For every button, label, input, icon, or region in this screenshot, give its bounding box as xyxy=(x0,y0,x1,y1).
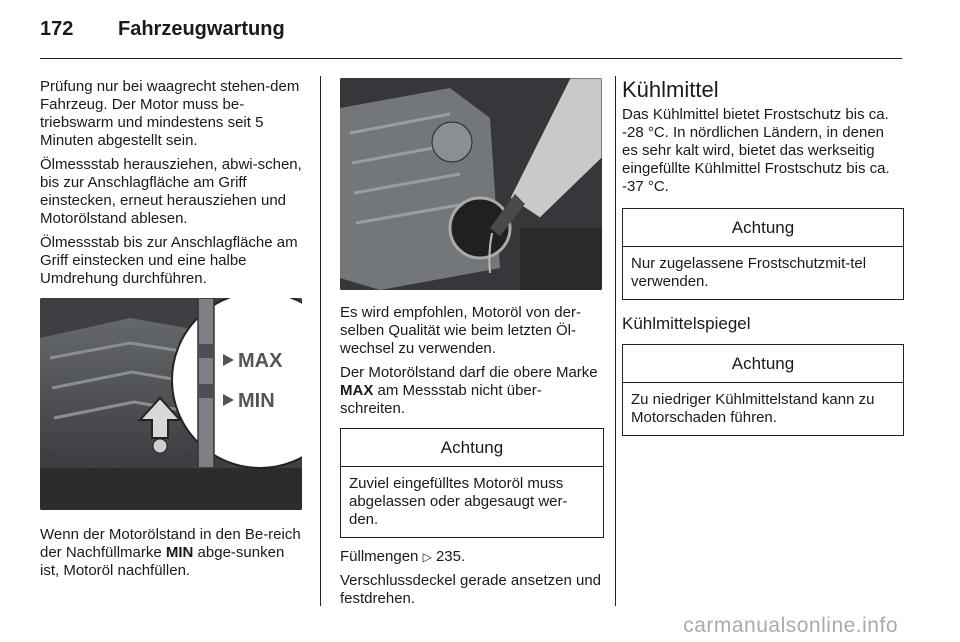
dipstick-illustration xyxy=(40,298,302,510)
capacities-page-link[interactable]: 235. xyxy=(435,548,466,565)
chapter-title: Fahrzeugwartung xyxy=(118,18,285,40)
caution-box-coolant-level xyxy=(622,344,904,436)
paragraph-refill: Wenn der Motorölstand in den Be-reich der Nachfüllmarke MIN abge-sunken ist, Motoröl nachfüllen. xyxy=(40,526,301,579)
page-header xyxy=(40,18,285,48)
paragraph-capacities: Füllmengen ▷ 235. xyxy=(340,548,466,565)
column-divider-2 xyxy=(615,76,616,606)
paragraph-max-level: Der Motorölstand darf die obere Marke MAX am Messstab nicht über-schreiten. xyxy=(340,364,598,417)
engine-dipstick-icon xyxy=(40,298,302,510)
column-3 xyxy=(622,78,904,446)
caution-box-antifreeze xyxy=(622,208,904,300)
caution-title: Achtung xyxy=(623,345,903,383)
caution-title: Achtung xyxy=(623,209,903,247)
paragraph-oil-quality: Es wird empfohlen, Motoröl von der-selben Qualität wie beim letzten Öl-wechsel zu verwenden. xyxy=(340,304,581,357)
header-rule xyxy=(40,58,902,59)
column-divider-1 xyxy=(320,76,321,606)
oil-filling-illustration xyxy=(340,78,602,290)
caution-body: Zuviel eingefülltes Motoröl muss abgelassen oder abgesaugt wer-den. xyxy=(349,475,568,528)
caution-body: Nur zugelassene Frostschutzmit-tel verwenden. xyxy=(631,255,867,290)
column-2 xyxy=(340,78,604,614)
subheading-coolant-level: Kühlmittelspiegel xyxy=(622,314,751,333)
paragraph-check-conditions: Prüfung nur bei waagrecht stehen-dem Fahrzeug. Der Motor muss be-triebswarm und mindestens seit 5 Minuten abgestellt sein. xyxy=(40,78,300,149)
caution-title: Achtung xyxy=(341,429,603,467)
min-label: MIN xyxy=(238,390,275,412)
page-ref-icon: ▷ xyxy=(422,550,432,564)
page-number: 172 xyxy=(40,18,74,40)
paragraph-dipstick-insert: Ölmessstab bis zur Anschlagfläche am Griff einstecken und eine halbe Umdrehung durchführen. xyxy=(40,234,298,287)
paragraph-dipstick-pull: Ölmessstab herausziehen, abwi-schen, bis zur Anschlagfläche am Griff einstecken, erneut herausziehen und Motorölstand ablesen. xyxy=(40,156,302,227)
caution-body: Zu niedriger Kühlmittelstand kann zu Motorschaden führen. xyxy=(631,391,875,426)
watermark: carmanualsonline.info xyxy=(683,614,898,637)
max-label: MAX xyxy=(238,350,283,372)
caution-box-oil xyxy=(340,428,604,538)
oil-canister-icon xyxy=(340,78,602,290)
section-heading-coolant: Kühlmittel xyxy=(622,77,719,102)
column-1 xyxy=(40,78,306,586)
paragraph-cap-tighten: Verschlussdeckel gerade ansetzen und festdrehen. xyxy=(340,572,602,607)
paragraph-coolant-info: Das Kühlmittel bietet Frostschutz bis ca. -28 °C. In nördlichen Ländern, in denen es sehr kalt wird, bietet das werkseitig eingefüllte Kühlmittel Frostschutz bis ca. -37 °C. xyxy=(622,106,890,195)
